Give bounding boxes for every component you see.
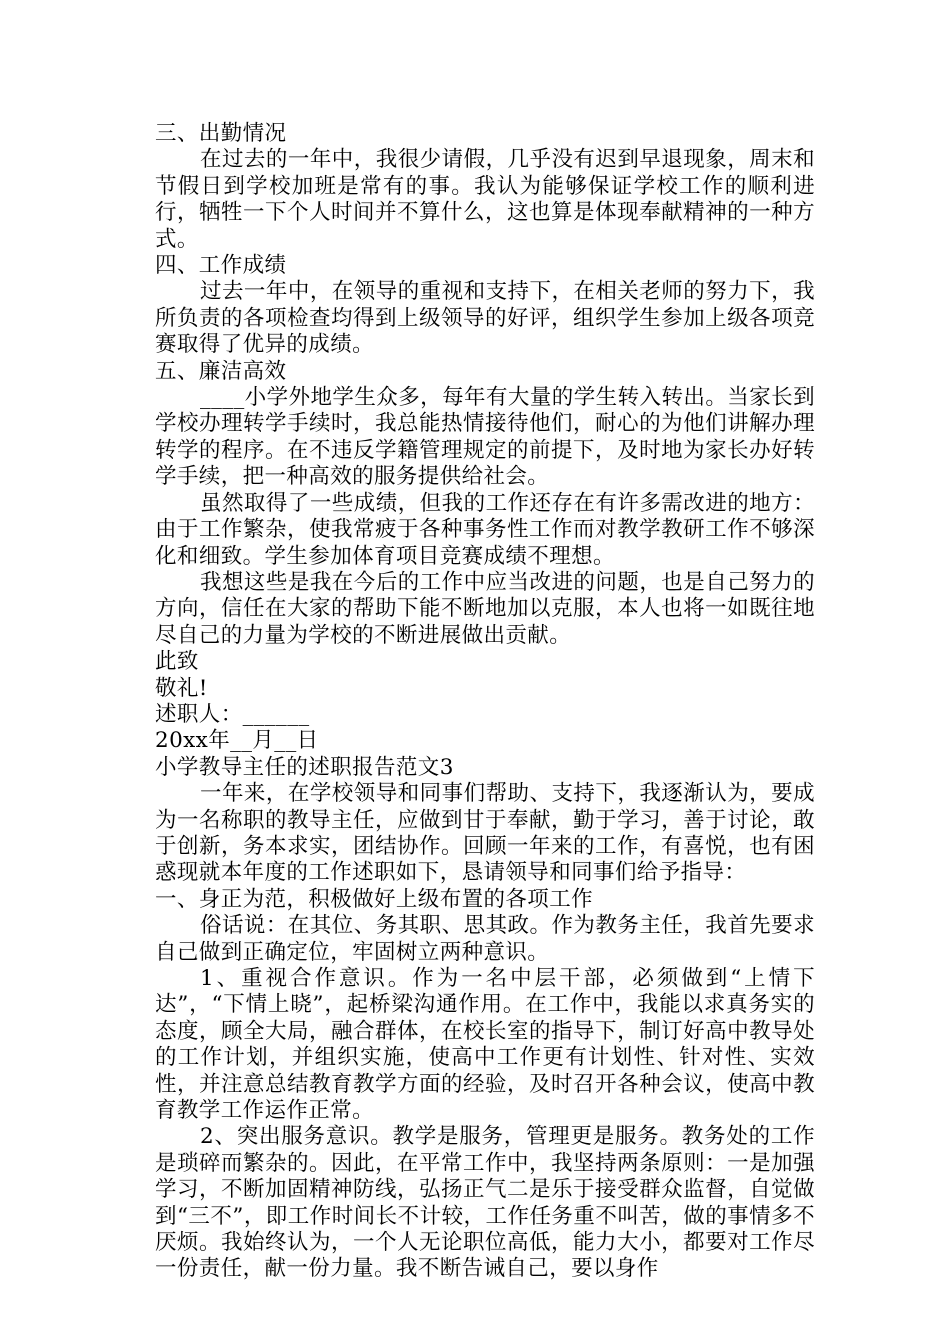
- paragraph: 一年来，在学校领导和同事们帮助、支持下，我逐渐认为，要成为一名称职的教导主任，应做到甘于奉献，勤于学习，善于讨论，敢于创新，务本求实，团结协作。回顾一年来的工作，有喜悦，也有困惑现就本年度的工作述职如下，恳请领导和同事们给予指导：: [155, 781, 815, 886]
- paragraph: 我想这些是我在今后的工作中应当改进的问题，也是自己努力的方向，信任在大家的帮助下能不断地加以克服，本人也将一如既往地尽自己的力量为学校的不断进展做出贡献。: [155, 569, 815, 648]
- date-line: 20xx年__月__日: [155, 728, 319, 754]
- document-body: [155, 121, 815, 1283]
- paragraph: 过去一年中，在领导的重视和支持下，在相关老师的努力下，我所负责的各项检查均得到上级领导的好评，组织学生参加上级各项竞赛取得了优异的成绩。: [155, 279, 815, 358]
- paragraph: 1、重视合作意识。作为一名中层干部，必须做到“上情下达”，“下情上晓”，起桥梁沟通作用。在工作中，我能以求真务实的态度，顾全大局，融合群体，在校长室的指导下，制订好高中教导处的工作计划，并组织实施，使高中工作更有计划性、针对性、实效性，并注意总结教育教学方面的经验，及时召开各种会议，使高中教育教学工作运作正常。: [155, 966, 815, 1124]
- section-heading-attendance: 三、出勤情况: [155, 121, 287, 146]
- paragraph: 虽然取得了一些成绩，但我的工作还存在有许多需改进的地方：由于工作繁杂，使我常疲于各种事务性工作而对教学教研工作不够深化和细致。学生参加体育项目竞赛成绩不理想。: [155, 490, 815, 569]
- section-heading-role-model: 一、身正为范，积极做好上级布置的各项工作: [155, 886, 594, 912]
- section-heading-achievements: 四、工作成绩: [155, 253, 287, 279]
- paragraph: ____小学外地学生众多，每年有大量的学生转入转出。当家长到学校办理转学手续时，我总能热情接待他们，耐心的为他们讲解办理转学的程序。在不违反学籍管理规定的前提下，及时地为家长办好转学手续，把一种高效的服务提供给社会。: [155, 385, 815, 490]
- paragraph: 2、突出服务意识。教学是服务，管理更是服务。教务处的工作是琐碎而繁杂的。因此，在平常工作中，我坚持两条原则：一是加强学习，不断加固精神防线，弘扬正气二是乐于接受群众监督，自觉做到“三不”，即工作时间长不计较，工作任务重不叫苦，做的事情多不厌烦。我始终认为，一个人无论职位高低，能力大小，都要对工作尽一份责任，献一份力量。我不断告诫自己，要以身作: [155, 1124, 815, 1282]
- paragraph: 在过去的一年中，我很少请假，几乎没有迟到早退现象，周末和节假日到学校加班是常有的事。我认为能够保证学校工作的顺利进行，牺牲一下个人时间并不算什么，这也算是体现奉献精神的一种方式。: [155, 147, 815, 252]
- article-title: 小学教导主任的述职报告范文3: [155, 754, 454, 780]
- signature-line: 述职人：______: [155, 701, 310, 727]
- paragraph: 俗话说：在其位、务其职、思其政。作为教务主任，我首先要求自己做到正确定位，牢固树立两种意识。: [155, 913, 815, 965]
- closing-regards: 敬礼!: [155, 675, 208, 701]
- closing-salutation: 此致: [155, 649, 199, 675]
- section-heading-integrity: 五、廉洁高效: [155, 358, 287, 384]
